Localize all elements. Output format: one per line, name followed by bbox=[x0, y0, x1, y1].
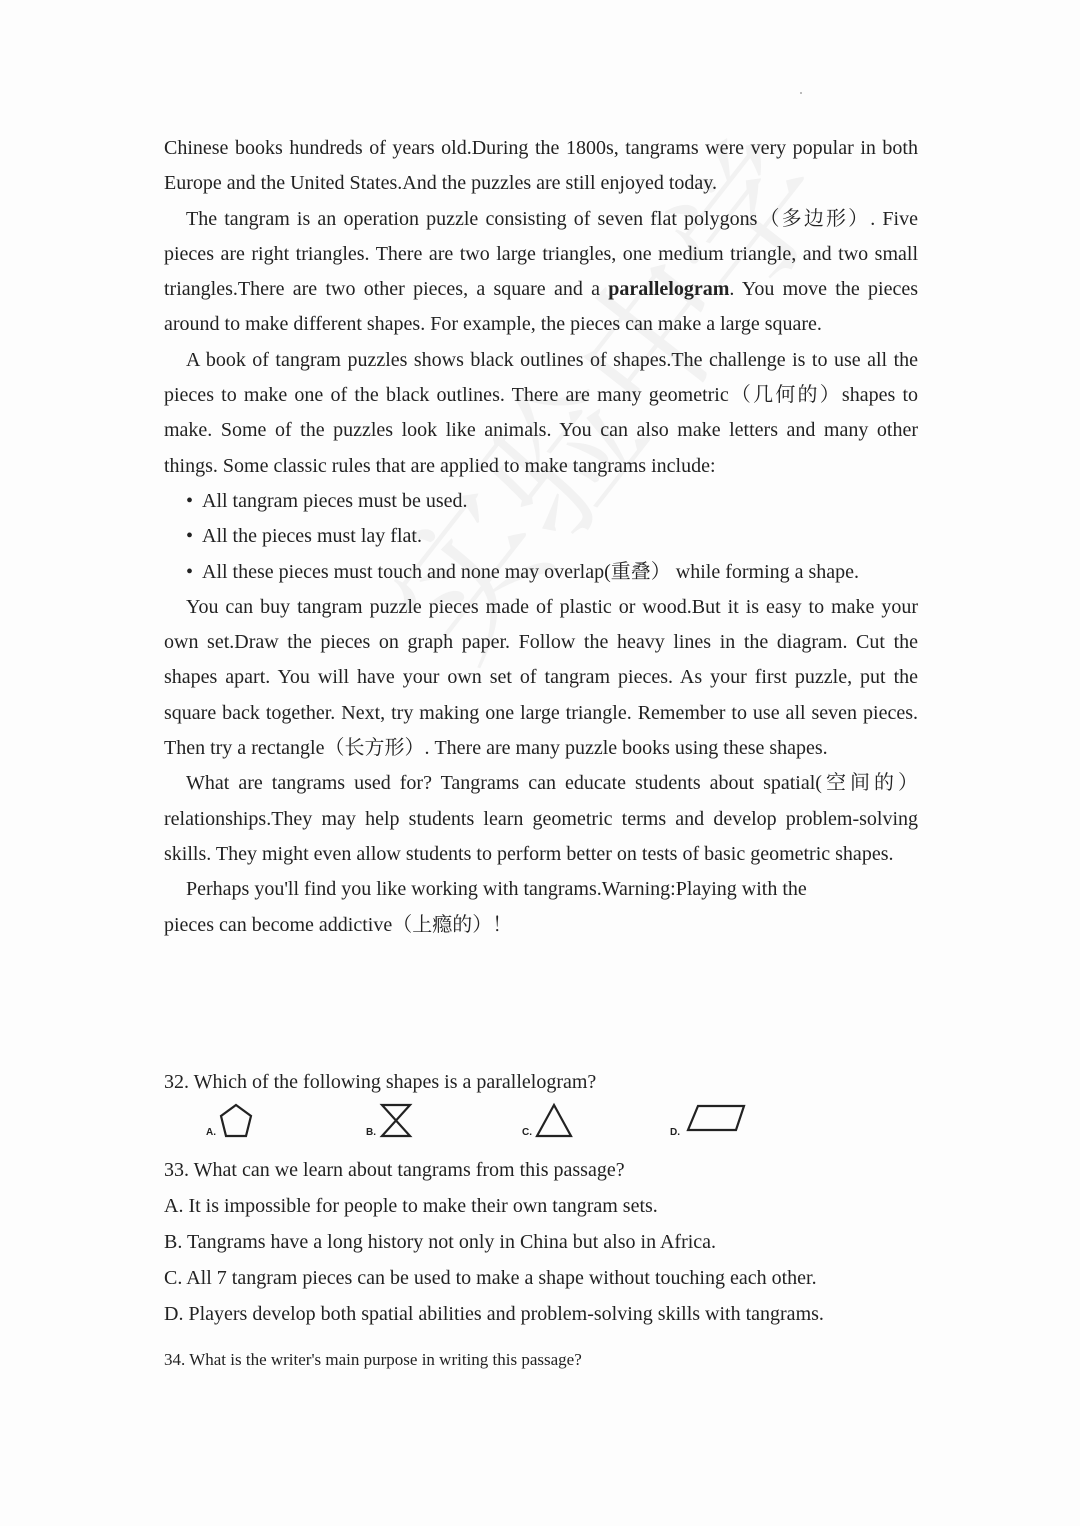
rule-bullet-1 bbox=[164, 484, 918, 519]
reading-passage bbox=[164, 131, 918, 943]
option-letter: A. bbox=[206, 1127, 216, 1138]
passage-paragraph-6-line-2: pieces can become addictive（上瘾的）！ bbox=[164, 913, 513, 936]
option-letter: D. bbox=[670, 1127, 680, 1138]
rule-text: All tangram pieces must be used. bbox=[202, 489, 468, 512]
option-c[interactable] bbox=[522, 1102, 582, 1142]
hourglass-icon bbox=[378, 1102, 414, 1140]
paragraph-2-text-start: The tangram is an operation puzzle consisting of seven flat polygons（多边形）. Five pieces are right triangles. There are two large triangles, one medium triangle, and two small triangles.There are two other pieces, a square and a bbox=[164, 207, 918, 301]
passage-paragraph-4: You can buy tangram puzzle pieces made of plastic or wood.But it is easy to make your own set.Draw the pieces on graph paper. Follow the heavy lines in the diagram. Cut the shapes apart. You will have your own set of tangram pieces. As your first puzzle, put the square back together. Next, try making one large triangle. Remember to use all seven pieces. Then try a rectangle（长方形）. There are many puzzle books using these shapes. bbox=[164, 595, 918, 760]
question-33-stem: 33. What can we learn about tangrams from this passage? bbox=[164, 1159, 625, 1181]
question-32-stem: 32. Which of the following shapes is a parallelogram? bbox=[164, 1071, 597, 1093]
option-d[interactable] bbox=[670, 1102, 760, 1142]
bullet-icon: • bbox=[186, 560, 194, 583]
option-b[interactable] bbox=[366, 1102, 426, 1142]
triangle-icon bbox=[534, 1102, 574, 1140]
scan-speck bbox=[800, 92, 802, 94]
parallelogram-icon bbox=[682, 1102, 748, 1140]
pentagon-icon bbox=[218, 1102, 254, 1140]
passage-paragraph-3: A book of tangram puzzles shows black outlines of shapes.The challenge is to use all the pieces to make one of the black outlines. There are many geometric（几何的）shapes to make. Some of the puzzles look like animals. You can also make letters and many other things. Some classic rules that are applied to make tangrams include: bbox=[164, 348, 918, 477]
question-33-option-d[interactable]: D. Players develop both spatial abilities and problem-solving skills with tangrams. bbox=[164, 1303, 824, 1325]
passage-paragraph-1: Chinese books hundreds of years old.During the 1800s, tangrams were very popular in both Europe and the United States.And the puzzles are still enjoyed today. bbox=[164, 137, 918, 195]
passage-paragraph-5: What are tangrams used for? Tangrams can educate students about spatial(空间的） relationships.They may help students learn geometric terms and develop problem-solving skills. They might even allow students to perform better on tests of basic geometric shapes. bbox=[164, 772, 918, 865]
questions-section bbox=[164, 1064, 964, 1378]
bullet-icon: • bbox=[186, 489, 194, 512]
question-33-option-a[interactable]: A. It is impossible for people to make their own tangram sets. bbox=[164, 1195, 658, 1217]
question-32-options bbox=[164, 1100, 964, 1152]
question-33-option-b[interactable]: B. Tangrams have a long history not only in China but also in Africa. bbox=[164, 1231, 717, 1253]
bullet-icon: • bbox=[186, 525, 194, 548]
passage-paragraph-2 bbox=[164, 202, 918, 343]
rule-bullet-2 bbox=[164, 519, 918, 554]
option-letter: C. bbox=[522, 1127, 532, 1138]
question-34-stem: 34. What is the writer's main purpose in writing this passage? bbox=[164, 1350, 582, 1369]
rule-bullet-3 bbox=[164, 555, 918, 590]
option-letter: B. bbox=[366, 1127, 376, 1138]
rule-text: All these pieces must touch and none may overlap(重叠） while forming a shape. bbox=[202, 560, 860, 583]
parallelogram-term: parallelogram bbox=[608, 278, 730, 301]
paragraph-2-text-end: . You move the pieces around to make different shapes. For example, the pieces can make a large square. bbox=[164, 278, 918, 336]
rule-text: All the pieces must lay flat. bbox=[202, 525, 422, 548]
option-a[interactable] bbox=[206, 1102, 266, 1142]
question-33-option-c[interactable]: C. All 7 tangram pieces can be used to make a shape without touching each other. bbox=[164, 1267, 817, 1289]
passage-paragraph-6-line-1: Perhaps you'll find you like working with tangrams.Warning:Playing with the bbox=[186, 878, 807, 901]
